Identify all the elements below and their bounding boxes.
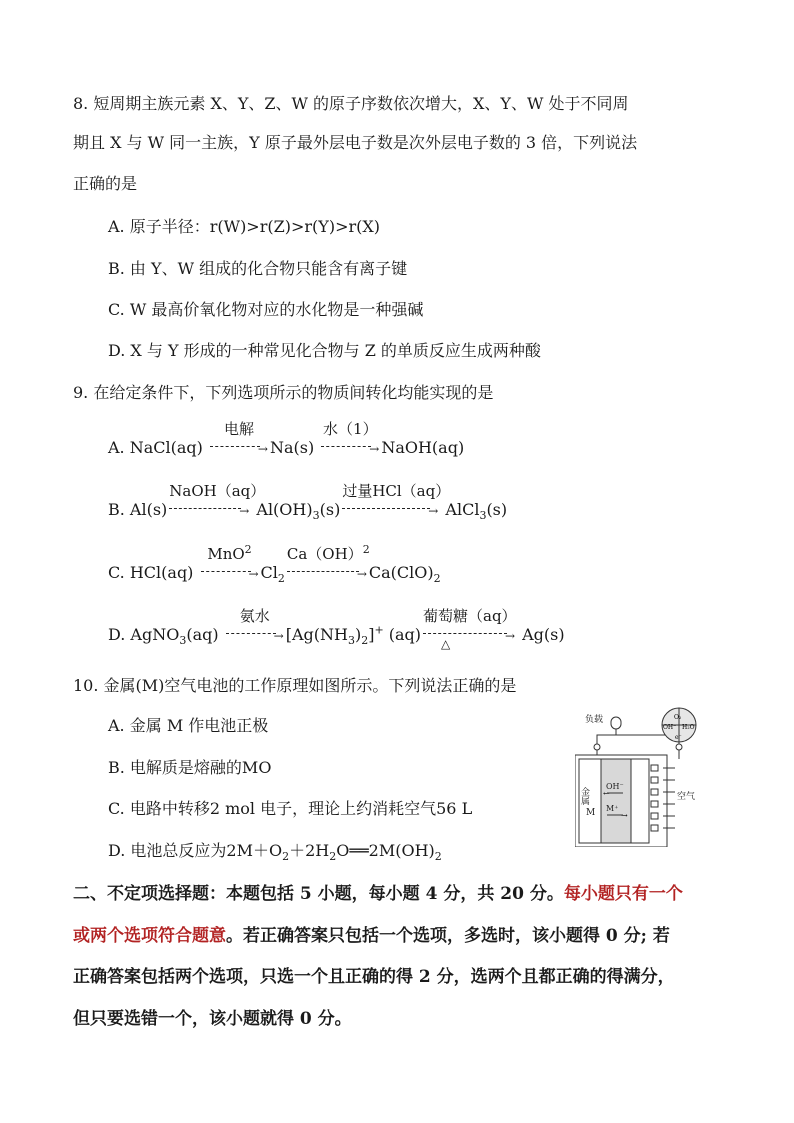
metal-air-battery-diagram	[575, 707, 701, 847]
reaction-arrow: 氨水 →	[226, 622, 284, 642]
section2-line1: 二、不定项选择题：本题包括 5 小题，每小题 4 分，共 20 分。每小题只有一个	[73, 884, 683, 904]
svg-text:→: →	[621, 811, 628, 820]
q9-option-d: D. AgNO$_3$(aq) 氨水 → $[Ag(NH_3)_2]^+$ (aq) 葡萄糖（aq） △ → Ag(s)	[108, 607, 565, 651]
reaction-arrow: 电解 →	[210, 435, 268, 455]
q10-stem: 10. 金属(M)空气电池的工作原理如图所示。下列说法正确的是	[73, 676, 517, 695]
bulb-icon	[611, 717, 621, 729]
circle-label-oh: OH⁻	[663, 724, 677, 731]
q8-option-d: D. X 与 Y 形成的一种常见化合物与 Z 的单质反应生成两种酸	[108, 341, 541, 360]
section2-line3: 正确答案包括两个选项，只选一个且正确的得 2 分，选两个且都正确的得满分，	[73, 967, 675, 987]
q8-line2: 期且 X 与 W 同一主族，Y 原子最外层电子数是次外层电子数的 3 倍，下列说法	[73, 133, 638, 152]
q8-option-c: C. W 最高价氧化物对应的水化物是一种强碱	[108, 300, 424, 319]
circle-label-h2o: H₂O	[682, 724, 695, 731]
reaction-arrow: MnO$^2$ →	[201, 560, 259, 580]
q10-option-c: C. 电路中转移2 mol 电子，理论上约消耗空气56 L	[108, 799, 473, 818]
q8-option-a: A. 原子半径：r(W)>r(Z)>r(Y)>r(X)	[108, 217, 380, 236]
circle-label-o2: O₂	[674, 714, 682, 721]
section2-line4: 但只要选错一个，该小题就得 0 分。	[73, 1009, 352, 1029]
electrolyte	[601, 759, 631, 843]
q8-line3: 正确的是	[73, 174, 138, 193]
q8-option-b: B. 由 Y、W 组成的化合物只能含有离子键	[108, 259, 408, 278]
reaction-arrow: 葡萄糖（aq） △ →	[423, 607, 517, 651]
air-label: 空气	[677, 792, 696, 802]
q10-option-d: D. 电池总反应为$2M+O_2+2H_2O══2M(OH)_2$	[108, 841, 442, 864]
reaction-arrow: Ca（OH）$^2$ →	[286, 543, 370, 581]
reaction-arrow: 水（1） →	[323, 420, 380, 456]
metal-letter: M	[586, 808, 596, 818]
q9-option-b: B. Al(s) NaOH（aq） → $Al(OH)_3(s)$ 过量HCl（aq） → AlCl$_3$(s)	[108, 482, 508, 523]
q9-option-c: C. HCl(aq) MnO$^2$ → $Cl_2$ Ca（OH）$^2$ → $Ca(ClO)_2$	[108, 543, 441, 586]
q9-stem: 9. 在给定条件下，下列选项所示的物质间转化均能实现的是	[73, 383, 494, 402]
air-electrode	[631, 759, 649, 843]
q8-line1: 8. 短周期主族元素 X、Y、Z、W 的原子序数依次增大，X、Y、W 处于不同周	[73, 94, 629, 113]
circle-label-e: e⁻	[675, 734, 682, 741]
q9-option-a: A. NaCl(aq) 电解 → Na(s) 水（1） → NaOH(aq)	[108, 420, 465, 457]
metal-label: 金属	[579, 787, 589, 805]
reaction-arrow: 过量HCl（aq） →	[342, 482, 451, 518]
oh-label: OH⁻	[606, 782, 624, 791]
reaction-arrow: NaOH（aq） →	[169, 482, 266, 518]
m-ion-label: M⁺	[606, 804, 619, 813]
q10-option-b: B. 电解质是熔融的MO	[108, 758, 272, 777]
load-label: 负载	[585, 715, 604, 725]
svg-text:←: ←	[603, 789, 610, 798]
q10-option-a: A. 金属 M 作电池正极	[108, 716, 269, 735]
section2-line2: 或两个选项符合题意。若正确答案只包括一个选项，多选时，该小题得 0 分; 若	[73, 926, 670, 946]
